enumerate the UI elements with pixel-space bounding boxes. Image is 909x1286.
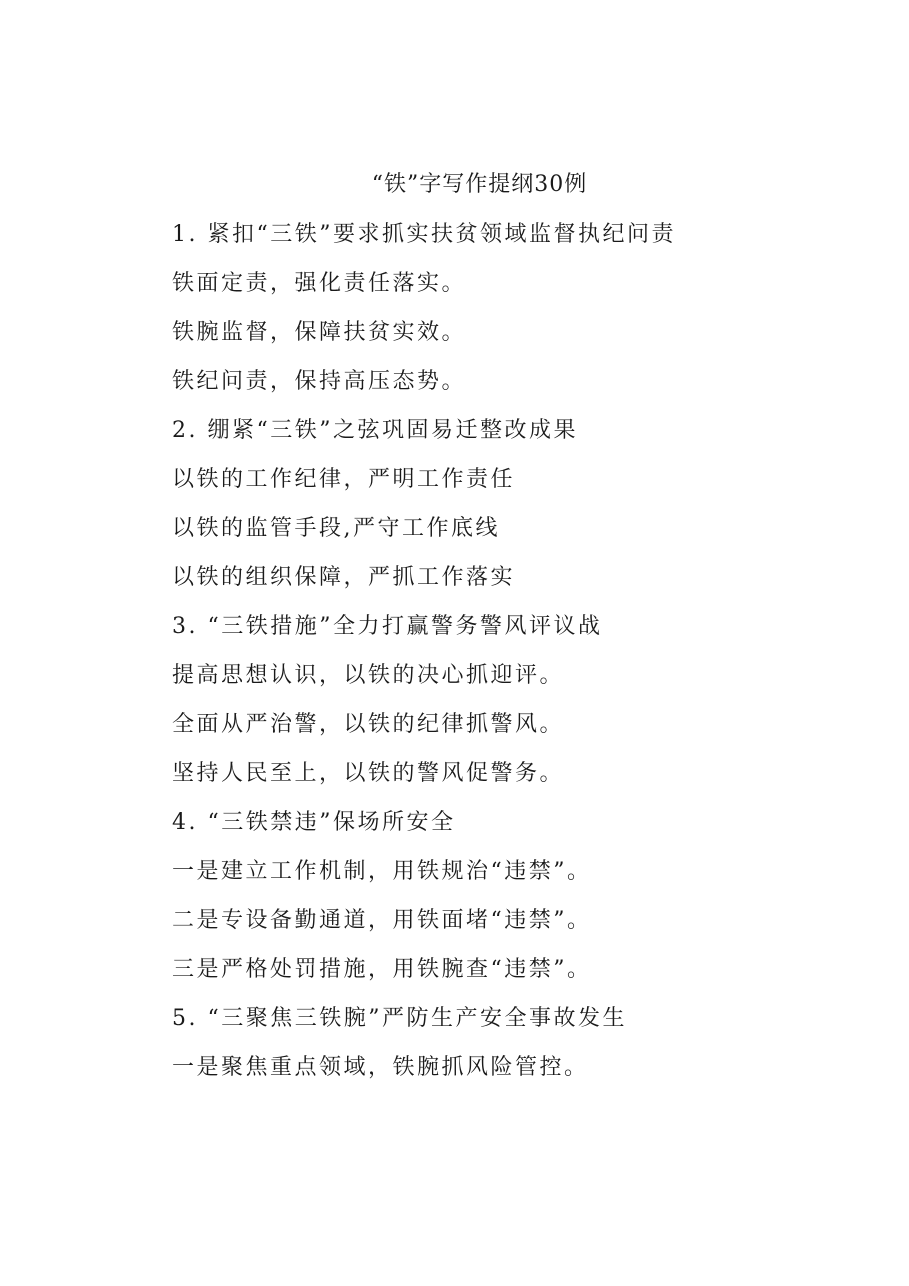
outline-line: 铁面定责，强化责任落实。: [172, 271, 467, 296]
outline-line: 坚持人民至上，以铁的警风促警务。: [172, 761, 565, 786]
outline-heading-2: 2. 绷紧“三铁”之弦巩固易迁整改成果: [172, 418, 578, 443]
outline-line: 以铁的监管手段,严守工作底线: [172, 516, 500, 541]
outline-line: 全面从严治警，以铁的纪律抓警风。: [172, 712, 565, 737]
outline-heading-4: 4. “三铁禁违”保场所安全: [172, 810, 456, 835]
outline-line: 铁纪问责，保持高压态势。: [172, 369, 467, 394]
document-title: “铁”字写作提纲30例: [371, 172, 588, 197]
outline-list: [172, 219, 872, 1101]
outline-line: 一是聚焦重点领域，铁腕抓风险管控。: [172, 1055, 589, 1080]
outline-line: 提高思想认识，以铁的决心抓迎评。: [172, 663, 565, 688]
outline-line: 二是专设备勤通道，用铁面堵“违禁”。: [172, 908, 592, 933]
outline-line: 以铁的组织保障，严抓工作落实: [172, 565, 516, 590]
outline-line: 一是建立工作机制，用铁规治“违禁”。: [172, 859, 592, 884]
outline-heading-5: 5. “三聚焦三铁腕”严防生产安全事故发生: [172, 1006, 627, 1031]
outline-heading-1: 1. 紧扣“三铁”要求抓实扶贫领域监督执纪问责: [172, 222, 676, 247]
outline-line: 以铁的工作纪律，严明工作责任: [172, 467, 516, 492]
outline-line: 铁腕监督，保障扶贫实效。: [172, 320, 467, 345]
outline-line: 三是严格处罚措施，用铁腕查“违禁”。: [172, 957, 592, 982]
outline-heading-3: 3. “三铁措施”全力打赢警务警风评议战: [172, 614, 603, 639]
